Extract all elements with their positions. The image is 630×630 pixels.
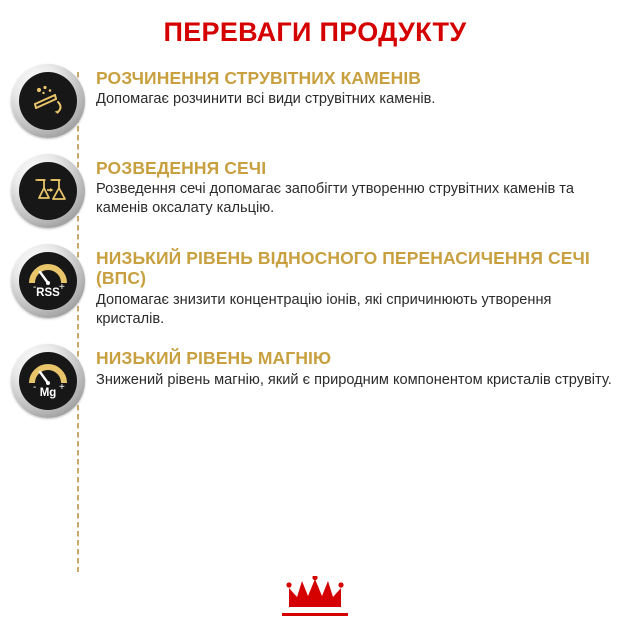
urine-dilution-flask-icon bbox=[19, 162, 77, 220]
magnesium-gauge-icon bbox=[19, 352, 77, 410]
icon-wrapper bbox=[0, 240, 96, 318]
dissolving-stones-icon bbox=[19, 72, 77, 130]
benefit-description: Допомагає знизити концентрацію іонів, які спричинюють утворення кристалів. bbox=[96, 291, 552, 327]
benefit-item bbox=[0, 150, 630, 228]
gauge-label: RSS bbox=[36, 286, 60, 299]
gauge-plus-sign: + bbox=[59, 382, 65, 394]
icon-wrapper bbox=[0, 150, 96, 228]
benefit-text bbox=[96, 150, 614, 218]
medallion-frame bbox=[11, 154, 85, 228]
benefit-title: РОЗВЕДЕННЯ СЕЧІ bbox=[96, 157, 267, 178]
gauge-label: Mg bbox=[39, 387, 57, 400]
royal-crown-logo bbox=[286, 576, 344, 610]
icon-wrapper bbox=[0, 340, 96, 418]
benefit-item bbox=[0, 60, 630, 138]
benefit-description: Допомагає розчинити всі види струвітних каменів. bbox=[96, 91, 436, 108]
page-title: ПЕРЕВАГИ ПРОДУКТУ bbox=[163, 17, 467, 47]
benefit-description: Знижений рівень магнію, який є природним компонентом кристалів струвіту. bbox=[96, 371, 612, 388]
benefit-item bbox=[0, 340, 630, 418]
gauge-minus-sign: - bbox=[33, 382, 37, 394]
benefit-title: НИЗЬКИЙ РІВЕНЬ МАГНІЮ bbox=[96, 348, 332, 369]
gauge-plus-sign: + bbox=[59, 281, 65, 293]
medallion-frame bbox=[11, 64, 85, 138]
footer-logo-label bbox=[0, 430, 1, 431]
brand-logo bbox=[0, 576, 630, 616]
benefit-text bbox=[96, 340, 614, 389]
medallion-frame bbox=[11, 244, 85, 318]
benefit-text bbox=[96, 240, 614, 329]
benefit-title: РОЗЧИНЕННЯ СТРУВІТНИХ КАМЕНІВ bbox=[96, 67, 422, 88]
icon-wrapper bbox=[0, 60, 96, 138]
benefit-title: НИЗЬКИЙ РІВЕНЬ ВІДНОСНОГО ПЕРЕНАСИЧЕННЯ СЕЧІ (ВПС) bbox=[96, 247, 590, 289]
benefit-item bbox=[0, 240, 630, 329]
benefit-description: Розведення сечі допомагає запобігти утворенню струвітних каменів та каменів оксалату кальцію. bbox=[96, 181, 574, 216]
gauge-minus-sign: - bbox=[33, 281, 37, 293]
medallion-frame bbox=[11, 344, 85, 418]
benefits-list bbox=[0, 60, 630, 419]
benefit-text bbox=[96, 60, 614, 109]
brand-underline bbox=[282, 613, 348, 616]
rss-gauge-icon bbox=[19, 252, 77, 310]
